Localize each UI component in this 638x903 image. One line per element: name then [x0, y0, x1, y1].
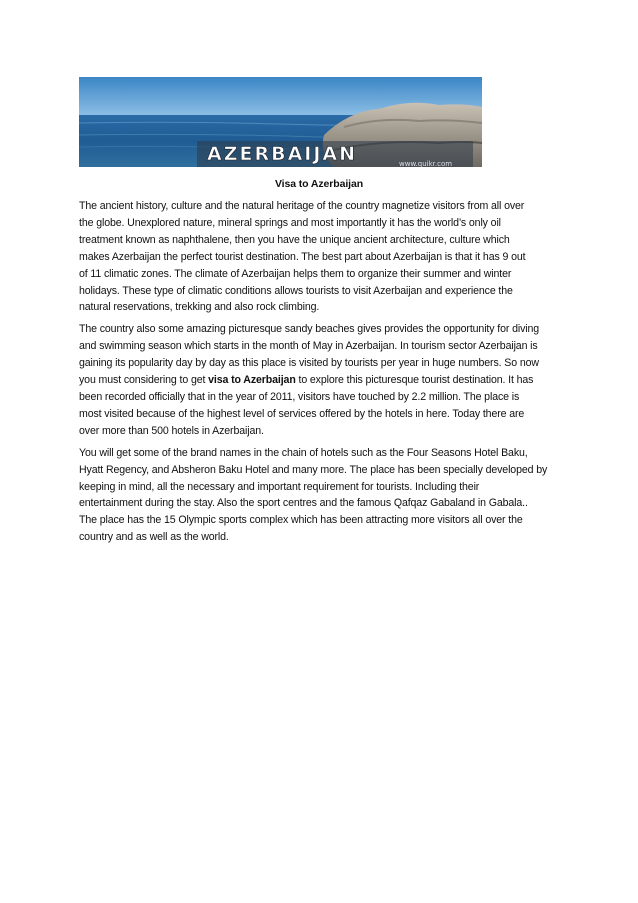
text-line: treatment known as naphthalene, then you have the unique ancient architecture, culture which: [79, 233, 510, 246]
text-line-with-keyword: [79, 372, 564, 389]
text-line: The ancient history, culture and the natural heritage of the country magnetize visitors from all over: [79, 200, 525, 212]
banner-brand-text: AZERBAIJAN: [207, 143, 358, 165]
text-line: of 11 climatic zones. The climate of Azerbaijan helps them to organize their summer and winter: [79, 267, 512, 280]
text-line: natural reservations, trekking and also rock climbing.: [79, 301, 320, 314]
paragraph-2: [79, 321, 564, 439]
text-line: been recorded officially that in the year of 2011, visitors have touched by 2.2 million. The place is: [79, 390, 520, 403]
text-line: the globe. Unexplored nature, mineral springs and most importantly it has the world’s only oil: [79, 216, 501, 229]
paragraph-3: [79, 445, 564, 546]
keyword-visa-to-azerbaijan: visa to Azerbaijan: [208, 374, 296, 387]
text-line: keeping in mind, all the necessary and important requirement for tourists. Including their: [79, 480, 480, 493]
text-line: The place has the 15 Olympic sports complex which has been attracting more visitors all over the: [79, 514, 523, 527]
text-line: and swimming season which starts in the month of May in Azerbaijan. In tourism sector Azerbaijan is: [79, 340, 538, 353]
text-fragment: you must considering to get: [79, 374, 209, 387]
text-line: Hyatt Regency, and Absheron Baku Hotel and many more. The place has been specially developed by: [79, 463, 548, 476]
banner-photo: [79, 77, 482, 167]
text-line: country and as well as the world.: [79, 531, 229, 544]
banner-watermark: www.quikr.com: [399, 160, 453, 167]
text-line: You will get some of the brand names in the chain of hotels such as the Four Seasons Hotel Baku,: [79, 446, 528, 459]
text-fragment: to explore this picturesque tourist destination. It has: [295, 374, 534, 387]
text-line: makes Azerbaijan the perfect tourist destination. The best part about Azerbaijan is that it has 9 out: [79, 250, 526, 263]
paragraph-1: [79, 198, 564, 316]
text-line: The country also some amazing picturesque sandy beaches gives provides the opportunity for diving: [79, 323, 540, 336]
article-body: [79, 198, 564, 551]
text-line: holidays. These type of climatic conditions allows tourists to visit Azerbaijan and experience the: [79, 284, 513, 297]
banner-image: [79, 77, 482, 167]
text-line: entertainment during the stay. Also the sport centres and the famous Qafqaz Gabaland in Gabala..: [79, 497, 528, 510]
text-line: over more than 500 hotels in Azerbaijan.: [79, 424, 264, 437]
text-line: most visited because of the highest level of services offered by the hotels in here. Today there are: [79, 407, 525, 420]
page-title: Visa to Azerbaijan: [274, 178, 364, 190]
text-line: gaining its popularity day by day as this place is visited by tourists per year in huge numbers. So now: [79, 357, 539, 370]
